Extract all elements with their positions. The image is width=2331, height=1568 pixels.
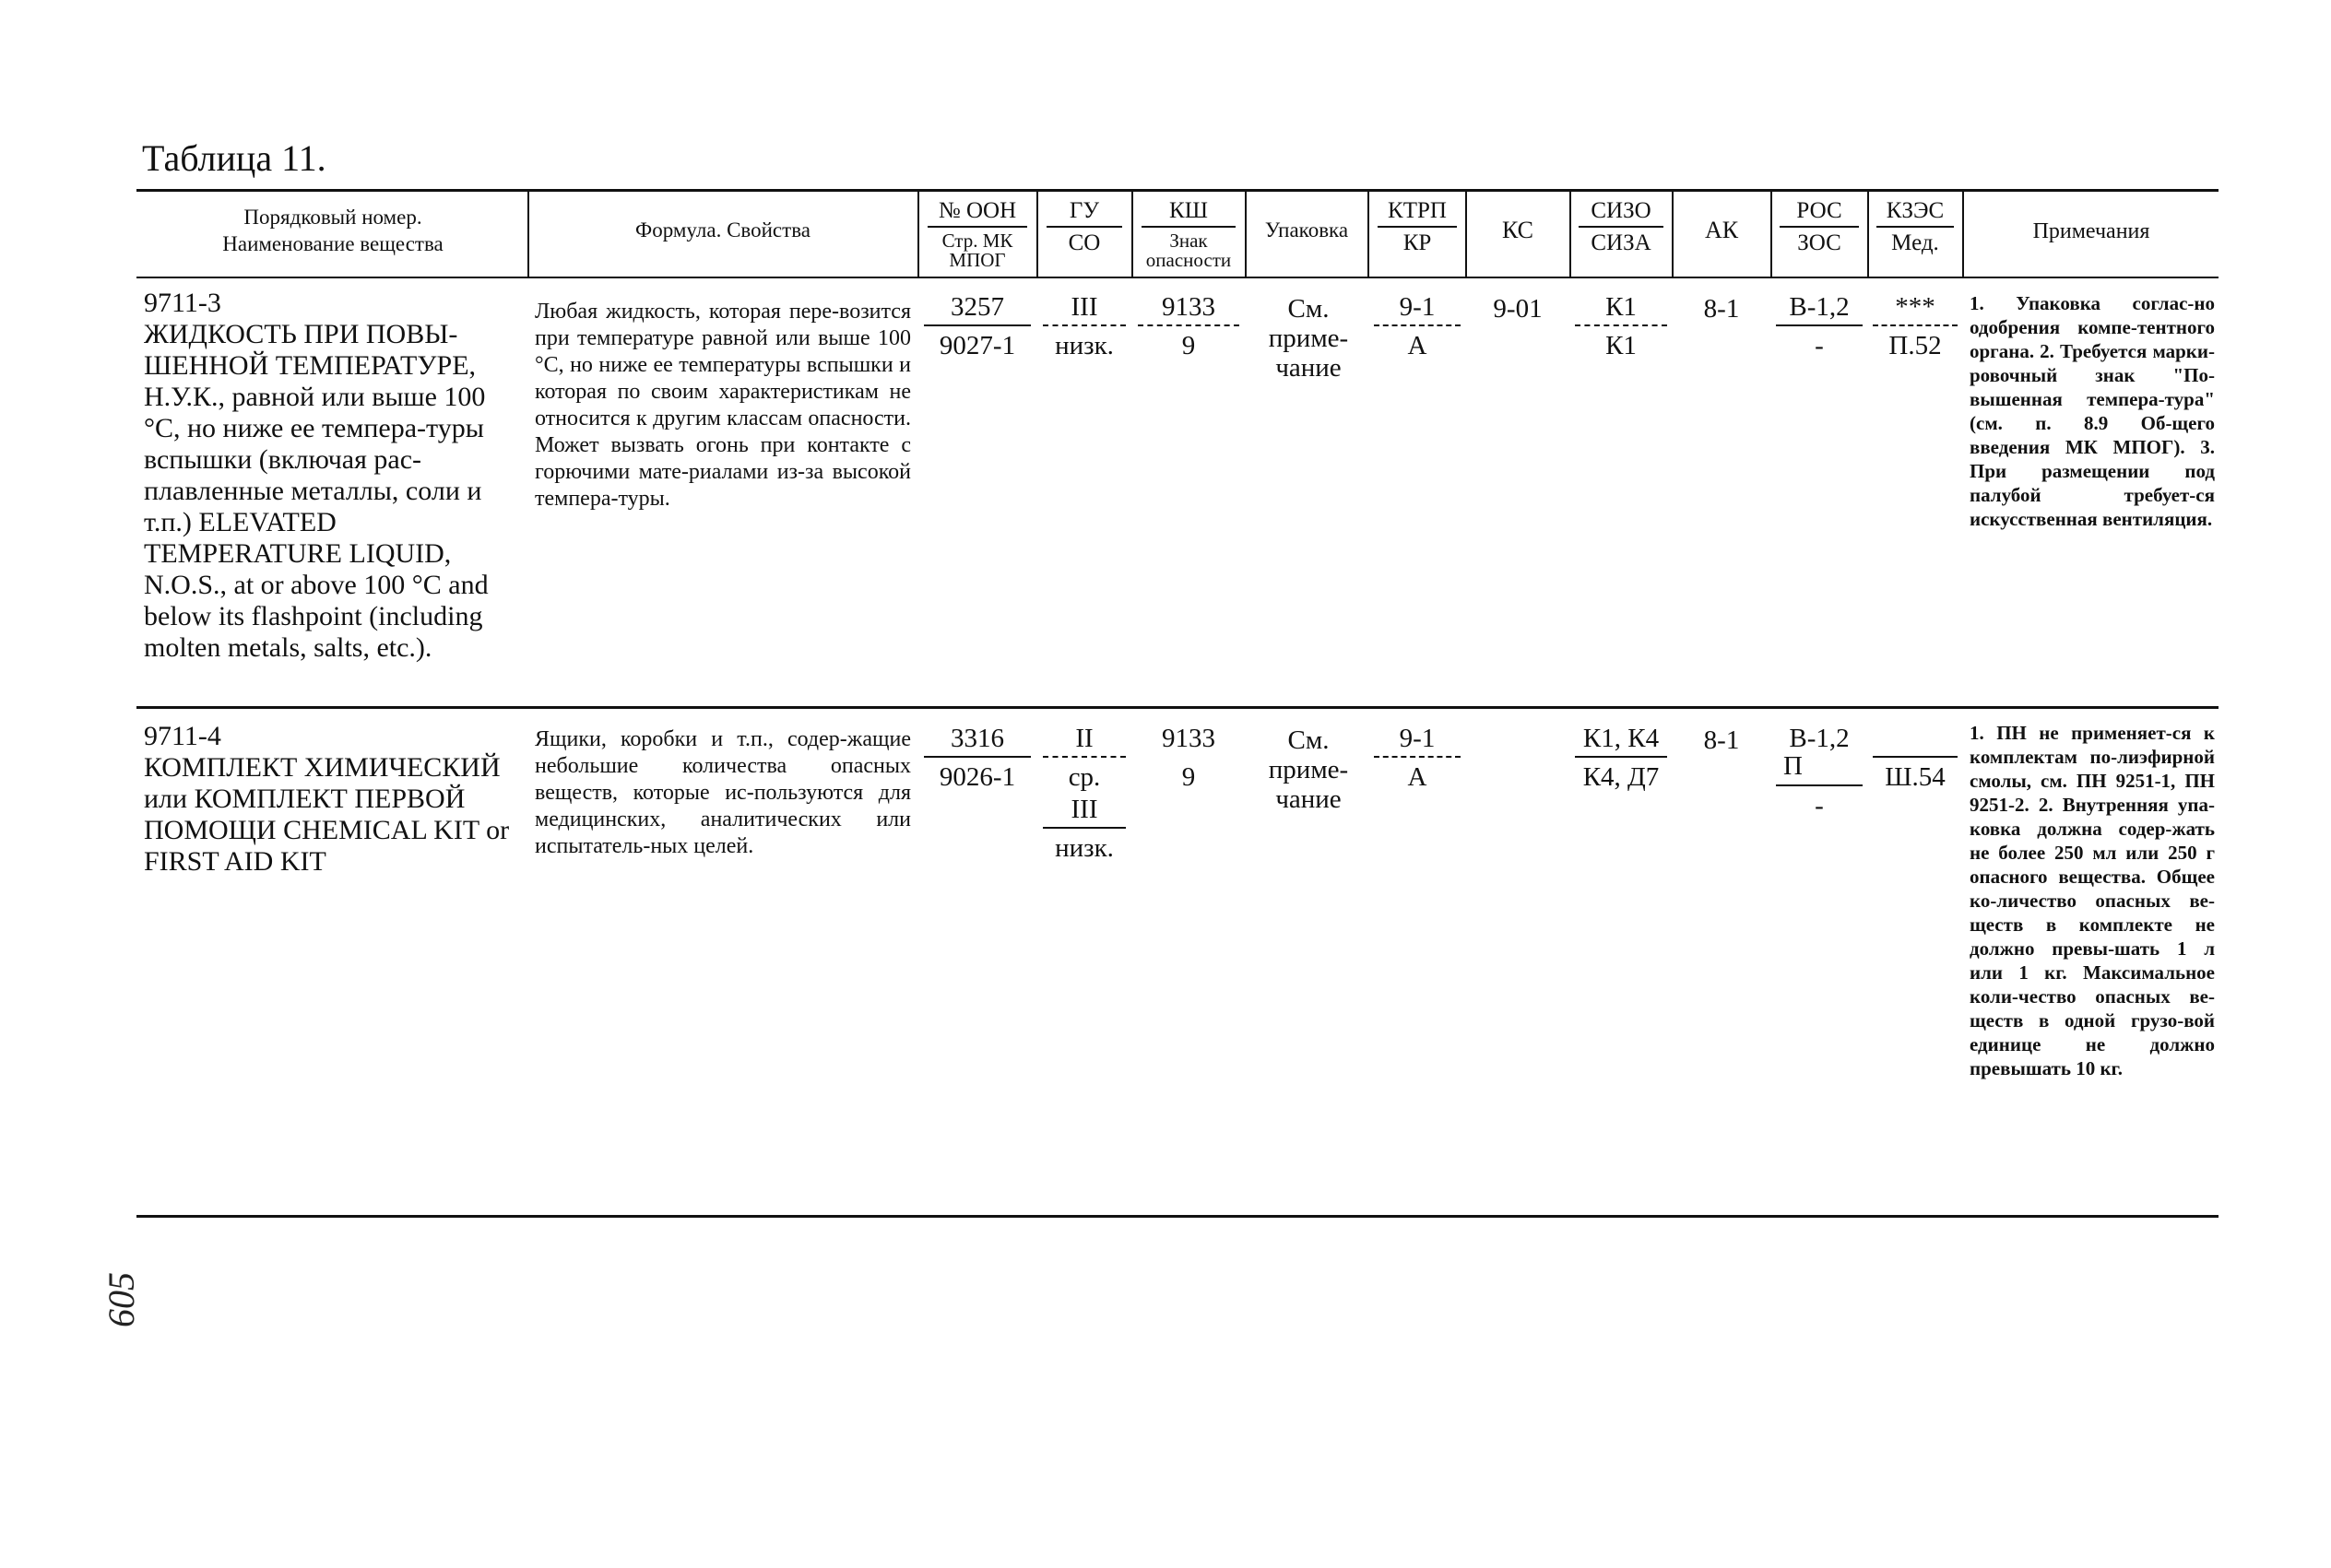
- row1-ktrp-value: 9-1: [1374, 293, 1461, 326]
- row2-name: [144, 721, 524, 878]
- header-gu: [1039, 199, 1130, 256]
- row2-kzes-line: [1873, 725, 1958, 758]
- row2-med-value: Ш.54: [1885, 762, 1946, 792]
- header-ksh: [1134, 199, 1243, 270]
- header-ksh-top: КШ: [1142, 199, 1236, 228]
- row1-so-value: низк.: [1055, 331, 1114, 361]
- row1-name: [144, 288, 524, 664]
- row-separator-rule: [136, 706, 2219, 709]
- header-un: [920, 199, 1035, 270]
- header-ak: АК: [1704, 217, 1739, 243]
- header-gu-bottom: СО: [1068, 230, 1101, 256]
- header-ks: КС: [1501, 217, 1534, 243]
- row2-zos-value: -: [1815, 790, 1824, 820]
- row1-gu-value: III: [1043, 293, 1126, 326]
- row1-med-value: П.52: [1888, 331, 1942, 361]
- row1-siza-value: К1: [1605, 331, 1637, 361]
- header-ktrp-bottom: КР: [1402, 230, 1432, 256]
- row1-zos-value: -: [1815, 331, 1824, 361]
- header-notes: Примечания: [2032, 219, 2150, 243]
- table-bottom-rule: [136, 1215, 2219, 1218]
- row2-code: 9711-4: [144, 721, 221, 751]
- row1-un: [920, 293, 1035, 360]
- row2-ksh-value: 9133: [1162, 724, 1215, 753]
- header-sizo-bottom: СИЗА: [1591, 230, 1651, 256]
- row2-kr-value: А: [1407, 762, 1427, 793]
- header-name: Порядковый номер. Наименование вещества: [222, 206, 444, 255]
- header-gu-top: ГУ: [1047, 199, 1122, 228]
- row2-formula: Ящики, коробки и т.п., содер-жащие небольшие количества опасных веществ, которые ис-пользуются для медицинских, аналитических или испытатель-ных целей.: [535, 727, 911, 858]
- header-kzes: [1869, 199, 1961, 256]
- row1-sizo: [1571, 293, 1671, 360]
- header-divider: [1367, 191, 1369, 277]
- row1-kr-value: А: [1407, 331, 1427, 361]
- header-ktrp-top: КТРП: [1378, 199, 1457, 228]
- row1-un-number: 3257: [924, 293, 1031, 326]
- row1-gu: [1039, 293, 1130, 360]
- table-top-rule: [136, 189, 2219, 192]
- header-ros-bottom: ЗОС: [1797, 230, 1841, 256]
- header-un-bottom: Стр. МК МПОГ: [941, 230, 1013, 272]
- row2-ros: [1772, 725, 1866, 819]
- row1-code: 9711-3: [144, 288, 221, 318]
- header-bottom-rule: [136, 277, 2219, 278]
- row1-kzes: [1869, 293, 1961, 360]
- row2-sizo-value: К1, К4: [1575, 725, 1667, 758]
- row1-ak: 8-1: [1703, 294, 1740, 324]
- header-ksh-bottom: Знак опасности: [1145, 230, 1232, 272]
- row2-ksh: [1134, 725, 1243, 792]
- header-ros: [1772, 199, 1866, 256]
- margin-handwritten-mark: 605: [101, 1272, 142, 1327]
- row1-sizo-value: К1: [1575, 293, 1667, 326]
- row1-ks: 9-01: [1493, 294, 1543, 324]
- header-ros-top: РОС: [1780, 199, 1859, 228]
- header-formula: Формула. Свойства: [635, 218, 811, 242]
- header-kzes-bottom: Мед.: [1891, 230, 1939, 256]
- row2-name-rest: или КОМПЛЕКТ ПЕРВОЙ ПОМОЩИ: [144, 784, 466, 845]
- row2-pack: См. приме-чание: [1268, 725, 1349, 814]
- row2-siza-value: К4, Д7: [1582, 762, 1660, 793]
- header-ktrp: [1370, 199, 1464, 256]
- header-pack: Упаковка: [1264, 218, 1349, 242]
- header-un-top: № ООН: [928, 199, 1027, 228]
- row1-kzes-value: ***: [1873, 293, 1958, 326]
- row2-un-number: 3316: [924, 725, 1031, 758]
- row2-ros2-value: П: [1776, 752, 1863, 785]
- header-sizo-top: СИЗО: [1579, 199, 1663, 228]
- row1-formula: Любая жидкость, которая пере-возится при температуре равной или выше 100 °С, но ниже ее температуры вспышки и которая по своим характеристикам не относится к другим классам опасности. Может вызвать огонь при контакте с горючими мате-риалами из-за высокой темпера-туры.: [535, 300, 911, 511]
- row2-name-caps: КОМПЛЕКТ ХИМИЧЕСКИЙ: [144, 752, 501, 783]
- header-divider: [1131, 191, 1133, 277]
- row2-un: [920, 725, 1035, 792]
- row2-ktrp-value: 9-1: [1374, 725, 1461, 758]
- row1-ksh-value: 9133: [1138, 293, 1239, 326]
- header-divider: [1036, 191, 1038, 277]
- row2-kzes: [1869, 725, 1961, 791]
- header-divider: [917, 191, 919, 277]
- table-title: Таблица 11.: [142, 137, 326, 179]
- row2-znak-value: 9: [1181, 762, 1196, 793]
- row1-notes: 1. Упаковка соглас-но одобрения компе-тентного органа. 2. Требуется марки-ровочный знак "По-вышенная темпера-тура" (см. п. 8.9 Об-щего введения МК МПОГ). 3. При размещении под палубой требует-ся искусственная вентиляция.: [1970, 292, 2215, 530]
- row1-ros: [1772, 293, 1866, 360]
- row2-ak: 8-1: [1703, 725, 1740, 755]
- row1-ksh: [1134, 293, 1243, 360]
- row2-name-en: CHEMICAL KIT or FIRST AID KIT: [144, 815, 510, 877]
- row2-sizo: [1571, 725, 1671, 792]
- row2-ros-value: В-1,2: [1789, 724, 1850, 753]
- row1-mpog-page: 9027-1: [939, 331, 1016, 361]
- row2-gu-value: II: [1043, 725, 1126, 758]
- header-sizo: [1571, 199, 1671, 256]
- row1-ktrp: [1370, 293, 1464, 360]
- row2-ktrp: [1370, 725, 1464, 792]
- row1-name-en: ELEVATED TEMPERATURE LIQUID, N.O.S., at or above 100 °C and below its flashpoint (including molten metals, salts, etc.).: [144, 507, 489, 663]
- header-kzes-top: КЗЭС: [1876, 199, 1954, 228]
- row1-pack: См. приме-чание: [1268, 294, 1349, 383]
- row1-name-rest: Н.У.К., равной или выше 100 °С, но ниже ее темпера-туры вспышки (включая рас-плавленные металлы, соли и т.п.): [144, 382, 486, 537]
- row2-gu2-value: III: [1043, 792, 1126, 829]
- row2-gu: [1039, 725, 1130, 863]
- row1-znak-value: 9: [1181, 331, 1196, 361]
- row2-so2-value: низк.: [1055, 833, 1114, 864]
- row2-so-value: ср.: [1068, 762, 1101, 793]
- row2-notes: 1. ПН не применяет-ся к комплектам по-лиэфирной смолы, см. ПН 9251-1, ПН 9251-2. 2. Внутренняя упа-ковка должна содер-жать не более 250 мл или 250 г опасного вещества. Общее ко-личество опасных ве-ществ в комплекте не должно превы-шать 1 л или 1 кг. Максимальное коли-чество опасных ве-ществ в одной грузо-вой единице не должно превышать 10 кг.: [1970, 722, 2215, 1079]
- row1-ros-value: В-1,2: [1776, 293, 1863, 326]
- row1-name-caps: ЖИДКОСТЬ ПРИ ПОВЫ-ШЕННОЙ ТЕМПЕРАТУРЕ,: [144, 319, 477, 381]
- row2-mpog-page: 9026-1: [939, 762, 1016, 793]
